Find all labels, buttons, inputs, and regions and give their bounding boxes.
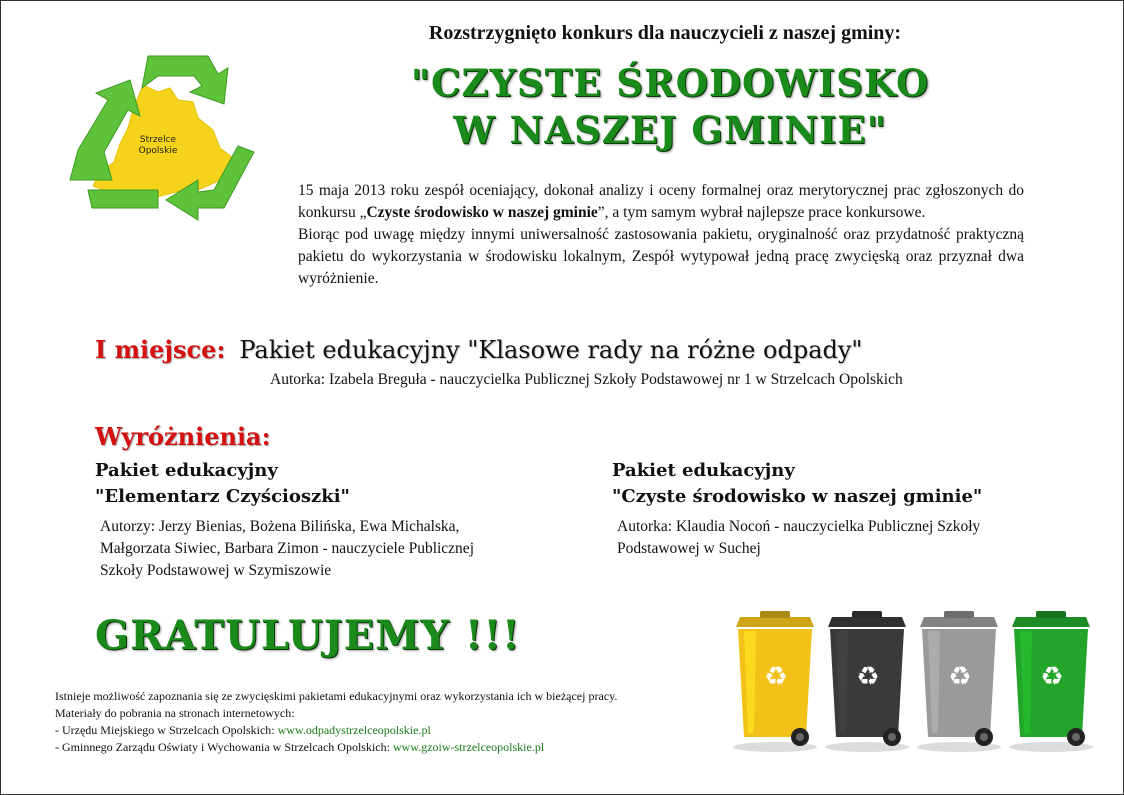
distinctions-heading: Wyróżnienia: bbox=[95, 422, 271, 451]
distinction-1-title-line2: "Elementarz Czyścioszki" bbox=[95, 486, 350, 507]
distinction-2 bbox=[612, 458, 1082, 560]
intro-text bbox=[298, 180, 1024, 290]
black-bin bbox=[825, 611, 909, 752]
distinction-2-title-line2: "Czyste środowisko w naszej gminie" bbox=[612, 486, 983, 507]
bins-svg bbox=[730, 605, 1110, 755]
first-place-label: I miejsce: bbox=[95, 335, 226, 364]
distinction-2-authors-line2: Podstawowej w Suchej bbox=[617, 540, 761, 557]
footer-line-2: Materiały do pobrania na stronach internetowych: bbox=[55, 706, 295, 720]
gray-bin bbox=[917, 611, 1001, 752]
distinction-2-title bbox=[612, 458, 1082, 510]
logo-text-line1: Strzelce bbox=[139, 135, 177, 145]
footer-note bbox=[55, 688, 617, 756]
recycle-symbol-icon: ♻ bbox=[856, 662, 880, 692]
recycle-logo bbox=[48, 40, 278, 260]
green-bin bbox=[1009, 611, 1093, 752]
logo-text-line2: Opolskie bbox=[138, 146, 178, 156]
recycle-symbol-icon: ♻ bbox=[1040, 662, 1064, 692]
recycle-icon bbox=[48, 40, 278, 260]
waste-bins-illustration bbox=[730, 605, 1110, 755]
intro-p1-after: ”, a tym samym wybrał najlepsze prace konkursowe. bbox=[597, 204, 926, 221]
footer-link-2[interactable]: www.gzoiw-strzelceopolskie.pl bbox=[392, 740, 545, 754]
distinction-1-title bbox=[95, 458, 575, 510]
footer-line-4-text: - Gminnego Zarządu Oświaty i Wychowania w Strzelcach Opolskich: bbox=[55, 740, 393, 754]
distinction-2-authors-line1: Autorka: Klaudia Nocoń - nauczycielka Publicznej Szkoły bbox=[617, 518, 981, 535]
footer-link-1[interactable]: www.odpadystrzelceopolskie.pl bbox=[277, 723, 431, 737]
page-title bbox=[360, 60, 980, 154]
congratulations-heading: GRATULUJEMY !!! bbox=[95, 612, 521, 659]
intro-paragraph-2: Biorąc pod uwagę między innymi uniwersalność zastosowania pakietu, oryginalność oraz przydatność praktyczną pakietu do wykorzystania w środowisku lokalnym, Zespół wytypował jedną pracę zwycięską oraz przyznał dwa wyróżnienie. bbox=[298, 226, 1024, 287]
distinction-1-authors-line1: Autorzy: Jerzy Bienias, Bożena Bilińska, Ewa Michalska, bbox=[100, 518, 460, 535]
distinction-1-title-line1: Pakiet edukacyjny bbox=[95, 460, 278, 481]
distinction-2-title-line1: Pakiet edukacyjny bbox=[612, 460, 795, 481]
yellow-bin bbox=[733, 611, 817, 752]
footer-line-3-text: - Urzędu Miejskiego w Strzelcach Opolskich: bbox=[55, 723, 278, 737]
intro-p1-before: 15 maja 2013 roku zespół oceniający, dokonał analizy i oceny formalnej oraz merytorycznej prac zgłoszonych do konkursu „ bbox=[298, 182, 1024, 221]
title-line-2: W NASZEJ GMINIE" bbox=[453, 108, 887, 152]
subtitle: Rozstrzygnięto konkurs dla nauczycieli z naszej gminy: bbox=[428, 22, 902, 44]
footer-line-1: Istnieje możliwość zapoznania się ze zwycięskimi pakietami edukacyjnymi oraz wykorzystania ich w bieżącej pracy. bbox=[55, 689, 618, 703]
recycle-symbol-icon: ♻ bbox=[948, 662, 972, 692]
distinction-1-authors-line2: Małgorzata Siwiec, Barbara Zimon - nauczyciele Publicznej bbox=[100, 540, 474, 557]
distinction-2-authors bbox=[617, 516, 1082, 560]
title-line-1: "CZYSTE ŚRODOWISKO bbox=[410, 61, 930, 105]
intro-paragraph-1 bbox=[298, 180, 1024, 224]
distinction-1 bbox=[95, 458, 575, 582]
footer-line-3 bbox=[55, 722, 617, 739]
first-place-author: Autorka: Izabela Breguła - nauczycielka Publicznej Szkoły Podstawowej nr 1 w Strzelcach Opolskich bbox=[270, 371, 903, 388]
intro-p1-bold: Czyste środowisko w naszej gminie bbox=[366, 204, 598, 221]
footer-line-4 bbox=[55, 739, 617, 756]
distinction-1-authors-line3: Szkoły Podstawowej w Szymiszowie bbox=[100, 562, 332, 579]
first-place-title: Pakiet edukacyjny "Klasowe rady na różne odpady" bbox=[239, 336, 863, 364]
recycle-symbol-icon: ♻ bbox=[764, 662, 788, 692]
first-place bbox=[95, 335, 1055, 364]
distinction-1-authors bbox=[100, 516, 575, 582]
